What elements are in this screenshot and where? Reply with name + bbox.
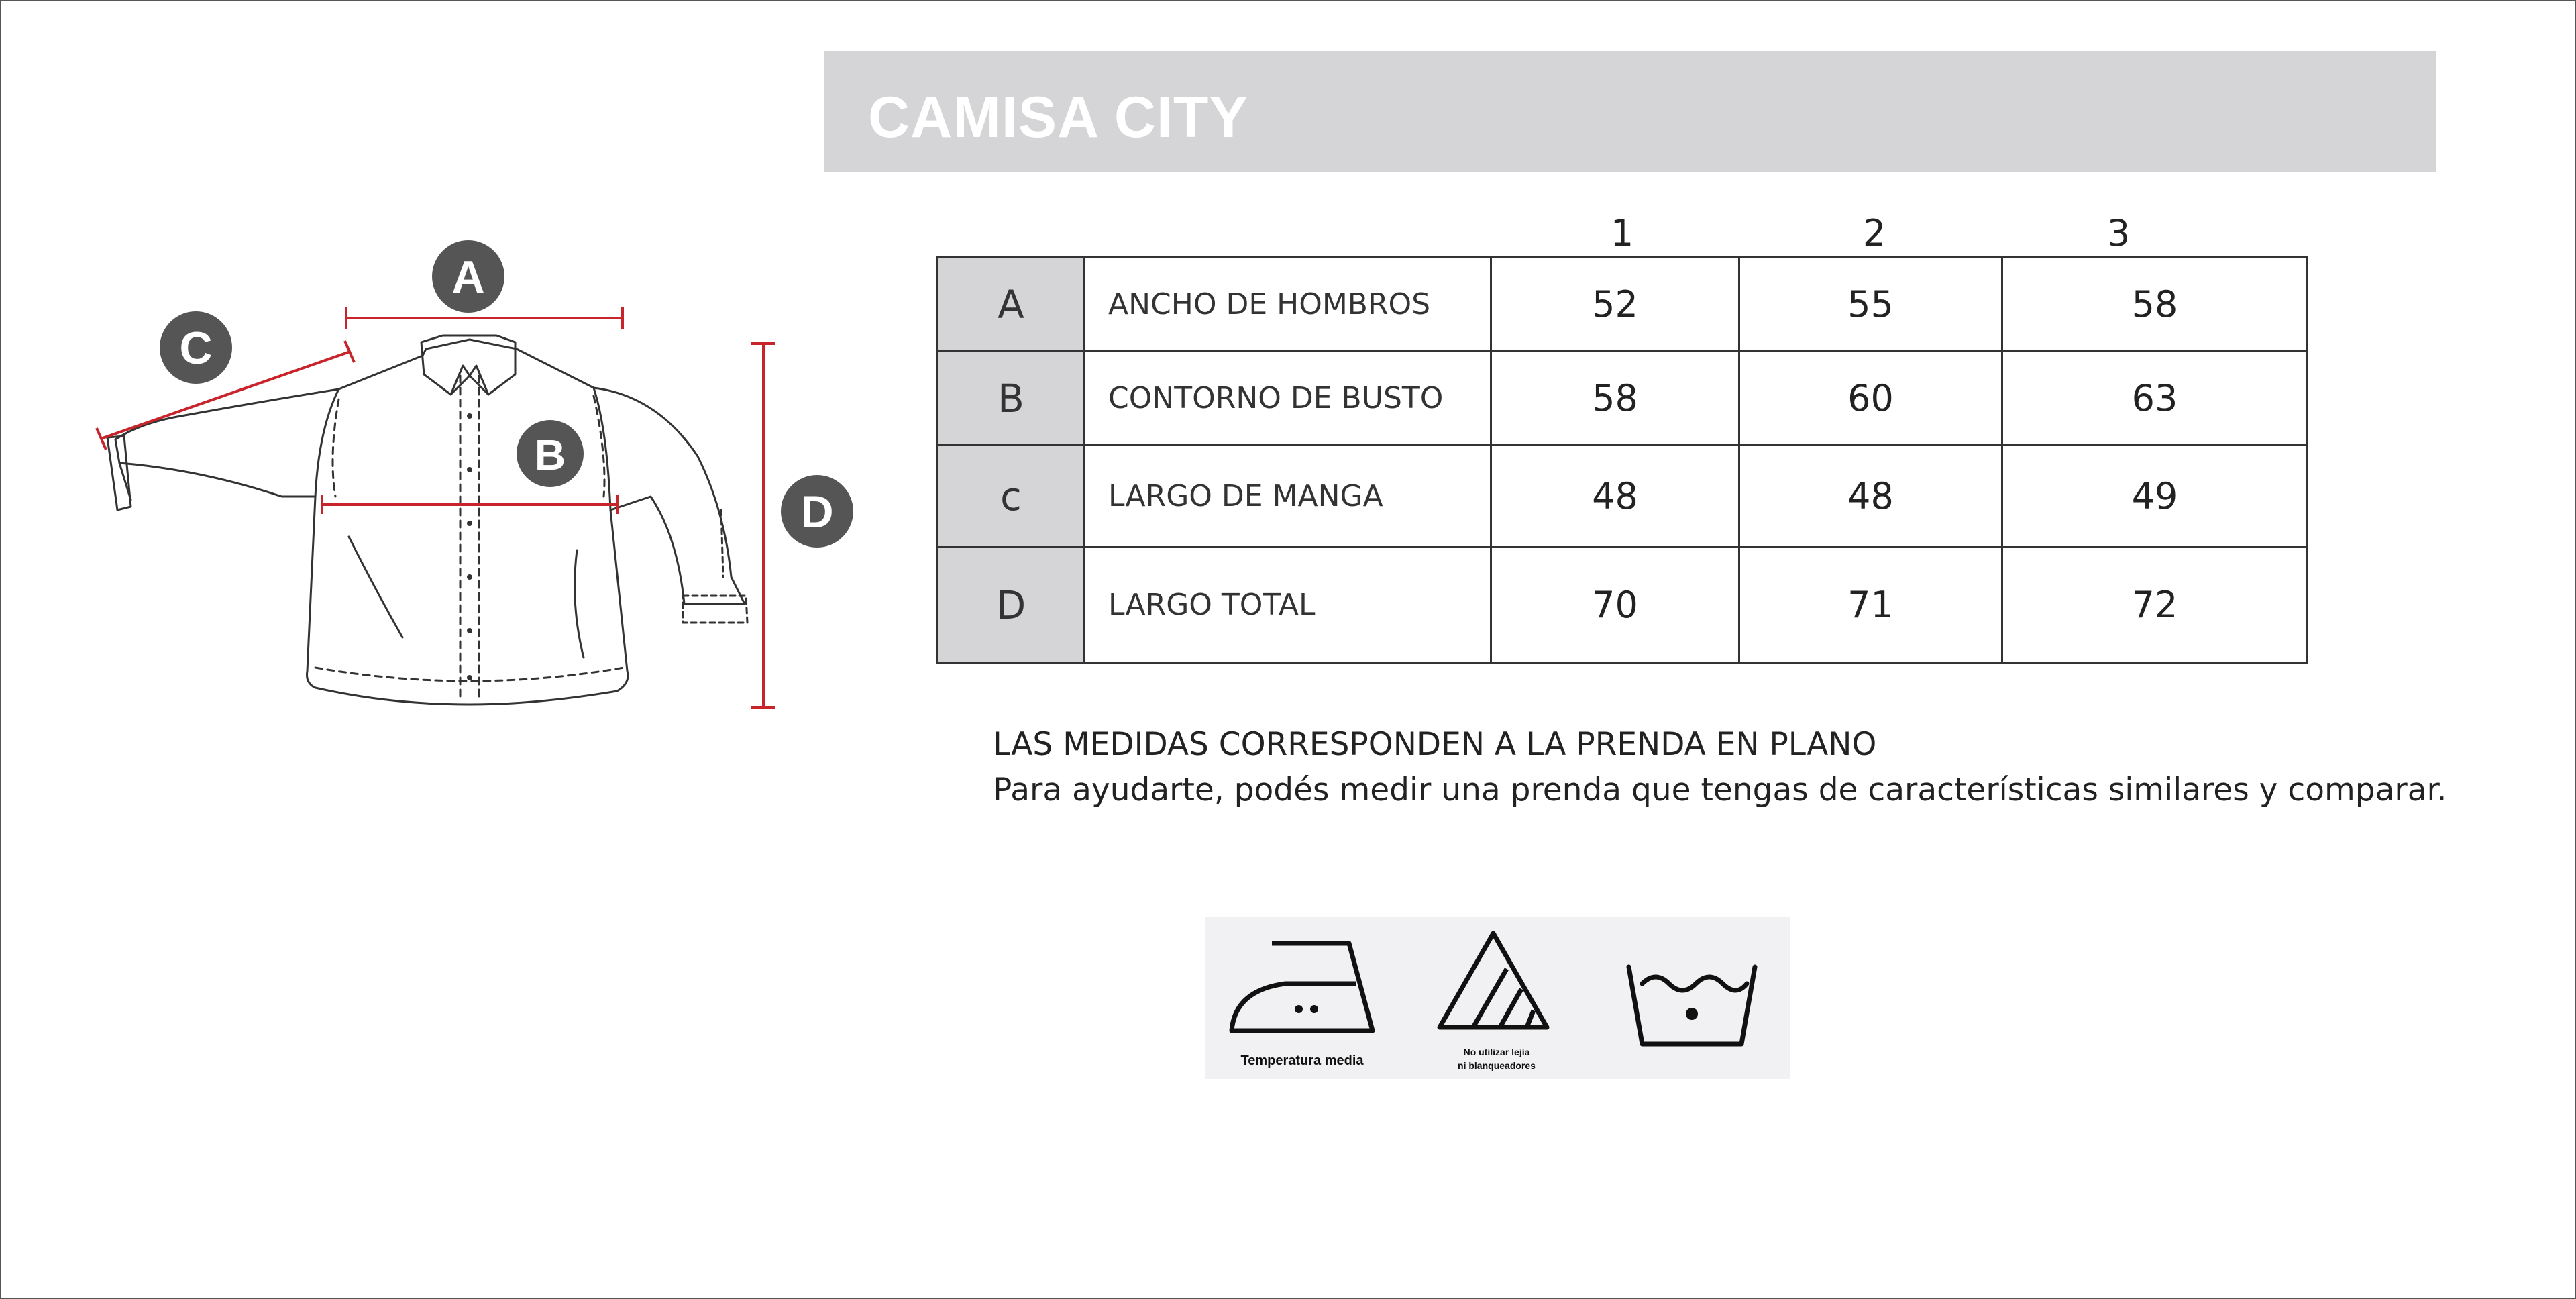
row-label: LARGO DE MANGA [1085, 446, 1491, 548]
care-item-iron [1205, 917, 1399, 1079]
measure-note-help: Para ayudarte, podés medir una prenda que tengas de características similares y comparar. [993, 772, 2447, 809]
care-caption-line1: No utilizar lejía [1463, 1047, 1530, 1057]
row-value: 70 [1491, 548, 1739, 663]
row-value: 63 [2002, 352, 2308, 446]
wash-30-icon [1594, 917, 1790, 1051]
size-header-3: 3 [2106, 212, 2131, 254]
table-row [938, 446, 2308, 548]
shirt-diagram [0, 0, 872, 751]
row-code: B [938, 352, 1085, 446]
row-code: D [938, 548, 1085, 663]
row-value: 55 [1739, 258, 2002, 352]
row-value: 58 [1491, 352, 1739, 446]
size-header-1: 1 [1610, 212, 1634, 254]
care-instructions [1205, 917, 1790, 1079]
row-value: 52 [1491, 258, 1739, 352]
svg-text:D: D [800, 486, 834, 537]
table-row [938, 258, 2308, 352]
marker-a [432, 240, 504, 313]
row-value: 49 [2002, 446, 2308, 548]
row-value: 58 [2002, 258, 2308, 352]
svg-text:C: C [179, 323, 213, 374]
no-bleach-icon [1399, 917, 1594, 1051]
row-value: 48 [1739, 446, 2002, 548]
row-code: c [938, 446, 1085, 548]
size-header-2: 2 [1862, 212, 1886, 254]
iron-medium-temp-icon [1205, 917, 1399, 1051]
title-bar [824, 51, 2436, 172]
row-value: 71 [1739, 548, 2002, 663]
care-caption: Temperatura media [1240, 1053, 1364, 1068]
row-label: LARGO TOTAL [1085, 548, 1491, 663]
svg-text:A: A [451, 252, 485, 303]
marker-c [160, 311, 232, 384]
care-caption-line2: ni blanqueadores [1458, 1060, 1536, 1071]
row-value: 72 [2002, 548, 2308, 663]
row-label: ANCHO DE HOMBROS [1085, 258, 1491, 352]
page-title: CAMISA CITY [868, 85, 1248, 150]
care-item-wash [1594, 917, 1790, 1079]
marker-d [781, 475, 853, 548]
svg-text:B: B [534, 431, 566, 479]
row-code: A [938, 258, 1085, 352]
row-label: CONTORNO DE BUSTO [1085, 352, 1491, 446]
marker-b [517, 420, 584, 487]
table-row [938, 352, 2308, 446]
row-value: 48 [1491, 446, 1739, 548]
shirt-outline [107, 335, 747, 705]
measure-note-heading: LAS MEDIDAS CORRESPONDEN A LA PRENDA EN PLANO [993, 726, 1877, 763]
size-table [936, 256, 2308, 664]
care-item-bleach [1399, 917, 1594, 1079]
row-value: 60 [1739, 352, 2002, 446]
table-row [938, 548, 2308, 663]
